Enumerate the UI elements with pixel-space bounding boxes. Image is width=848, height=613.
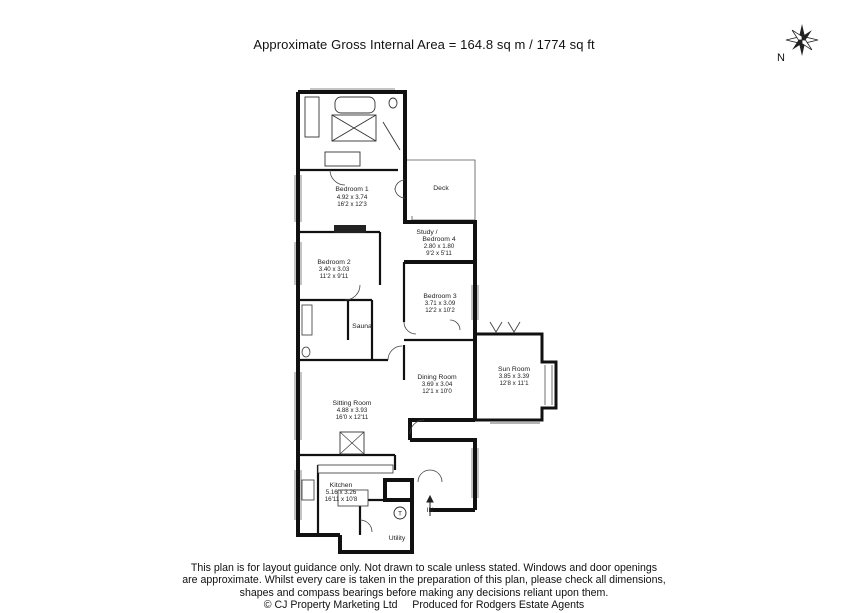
bifold-doors [490,322,520,332]
outer-walls [298,92,475,552]
sitting-imperial: 16'0 x 12'11 [335,414,369,421]
study-metric: 2.80 x 1.80 [423,243,455,250]
sauna-name: Sauna [352,323,372,330]
dining-name: Dining Room [417,374,457,381]
bedroom3-metric: 3.71 x 3.09 [424,300,456,307]
sitting-metric: 4.88 x 3.93 [336,407,368,414]
kitchen-metric: 5.16 x 3.26 [325,489,357,496]
bathroom-fixtures [305,97,400,166]
disclaimer [0,562,848,611]
disclaimer-line-2: are approximate. Whilst every care is taken in the preparation of this plan, please check all dimensions, [182,574,666,587]
sun-name: Sun Room [497,366,531,373]
bedroom2-name: Bedroom 2 [317,259,351,266]
bedroom3-name: Bedroom 3 [423,293,457,300]
boiler-label: T [398,510,402,518]
compass-north-label: N [777,52,785,64]
dining-metric: 3.69 x 3.04 [421,381,453,388]
entrance-label: IN [426,507,434,514]
kitchen-imperial: 16'11 x 10'8 [324,496,358,503]
sun-imperial: 12'8 x 11'1 [499,380,529,387]
dining-imperial: 12'1 x 10'0 [422,388,452,395]
gross-area-title: Approximate Gross Internal Area = 164.8 sq m / 1774 sq ft [253,37,595,52]
study-name-2: Bedroom 4 [422,236,456,243]
bedroom1-imperial: 16'2 x 12'3 [337,201,367,208]
kitchen-name: Kitchen [329,482,353,489]
sitting-name: Sitting Room [332,400,372,407]
disclaimer-line-1: This plan is for layout guidance only. Not drawn to scale unless stated. Windows and door openings [190,562,658,574]
deck-name: Deck [433,185,449,192]
bedroom3-imperial: 12'2 x 10'2 [425,307,455,314]
bedroom2-metric: 3.40 x 3.03 [318,266,350,273]
copyright-line: © CJ Property Marketing Ltd Produced for Rodgers Estate Agents [263,598,585,611]
bedroom2-imperial: 11'2 x 9'11 [319,273,349,280]
study-name: Study / [416,229,438,236]
study-imperial: 9'2 x 5'11 [426,250,452,257]
room-labels [317,185,530,542]
bedroom1-name: Bedroom 1 [335,186,369,193]
sun-metric: 3.85 x 3.39 [498,373,530,380]
disclaimer-line-3: shapes and compass bearings before making any decisions reliant upon them. [239,586,609,599]
bedroom1-metric: 4.92 x 3.74 [336,194,368,201]
utility-name: Utility [388,535,406,542]
door-swings [330,170,460,532]
